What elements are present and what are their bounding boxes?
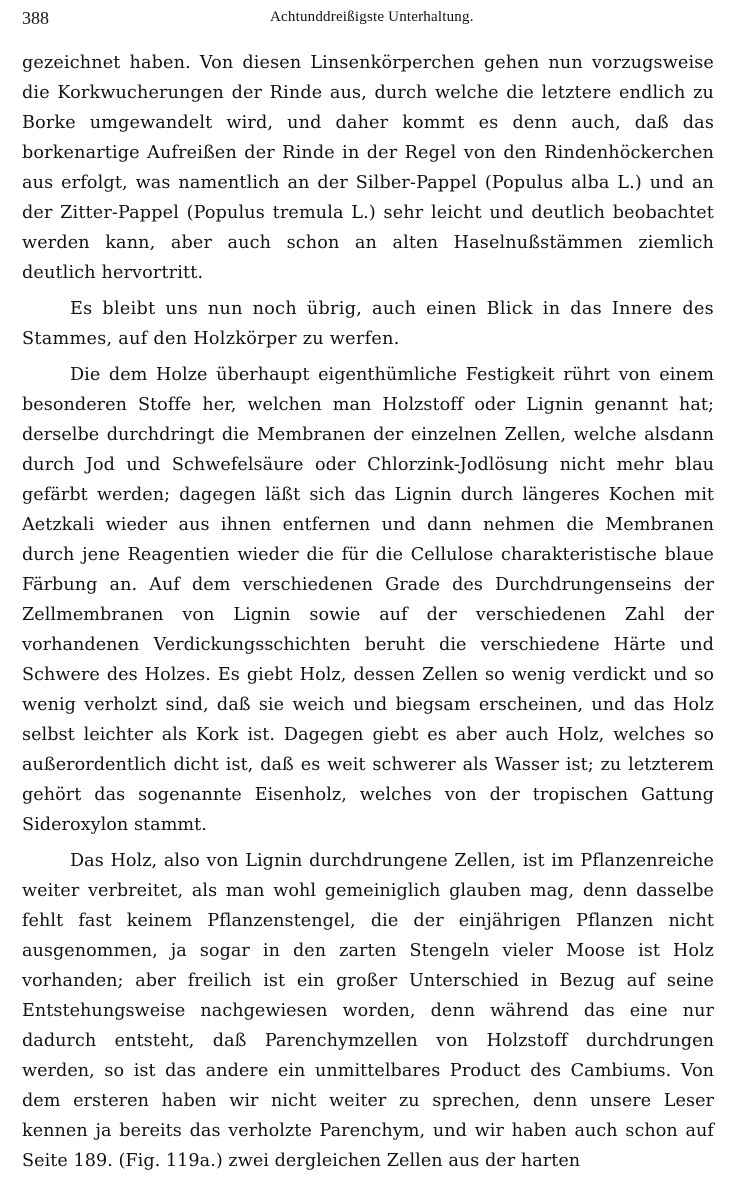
paragraph: Es bleibt uns nun noch übrig, auch einen Blick in das Innere des Stammes, auf den Holzkörper zu werfen. — [22, 299, 714, 349]
paragraph: Die dem Holze überhaupt eigenthümliche Festigkeit rührt von einem besonderen Stoffe her, welchen man Holzstoff oder Lignin genannt hat; derselbe durchdringt die Membranen der einzelnen Zellen, welche alsdann durch Jod und Schwefelsäure oder Chlorzink-Jodlösung nicht mehr blau gefärbt werden; dagegen läßt sich das Lignin durch längeres Kochen mit Aetzkali wieder aus ihnen entfernen und dann nehmen die Membranen durch jene Reagentien wieder die für die Cellulose charakteristische blaue Färbung an. Auf dem verschiedenen Grade des Durchdrungenseins der Zellmembranen von Lignin sowie auf der verschiedenen Zahl der vorhandenen Verdickungsschichten beruht die verschiedene Härte und Schwere des Holzes. Es giebt Holz, dessen Zellen so wenig verdickt und so wenig verholzt sind, daß sie weich und biegsam erscheinen, und das Holz selbst leichter als Kork ist. Dagegen giebt es aber auch Holz, welches so außerordentlich dicht ist, daß es weit schwerer als Wasser ist; zu letzterem gehört das sogenannte Eisenholz, welches von der tropischen Gattung Sideroxylon stammt. — [22, 365, 714, 835]
paragraph: Das Holz, also von Lignin durchdrungene Zellen, ist im Pflanzenreiche weiter verbreitet, als man wohl gemeiniglich glauben mag, denn dasselbe fehlt fast keinem Pflanzenstengel, die der einjährigen Pflanzen nicht ausgenommen, ja sogar in den zarten Stengeln vieler Moose ist Holz vorhanden; aber freilich ist ein großer Unterschied in Bezug auf seine Entstehungsweise nachgewiesen worden, denn während das eine nur dadurch entsteht, daß Parenchymzellen von Holzstoff durchdrungen werden, so ist das andere ein unmittelbares Product des Cambiums. Von dem ersteren haben wir nicht weiter zu sprechen, denn unsere Leser kennen ja bereits das verholzte Parenchym, und wir haben auch schon auf Seite 189. (Fig. 119a.) zwei dergleichen Zellen aus der harten — [22, 851, 714, 1171]
page-number: 388 — [22, 8, 49, 28]
paragraph: gezeichnet haben. Von diesen Linsenkörperchen gehen nun vorzugsweise die Korkwucherungen der Rinde aus, durch welche die letztere endlich zu Borke umgewandelt wird, und daher kommt es denn auch, daß das borkenartige Aufreißen der Rinde in der Regel von den Rindenhöckerchen aus erfolgt, was namentlich an der Silber-Pappel (Populus alba L.) und an der Zitter-Pappel (Populus tremula L.) sehr leicht und deutlich beobachtet werden kann, aber auch schon an alten Haselnußstämmen ziemlich deutlich hervortritt. — [22, 53, 714, 283]
running-head: Achtunddreißigste Unterhaltung. — [270, 9, 474, 25]
body-text — [22, 48, 714, 1176]
page-header — [22, 8, 712, 34]
